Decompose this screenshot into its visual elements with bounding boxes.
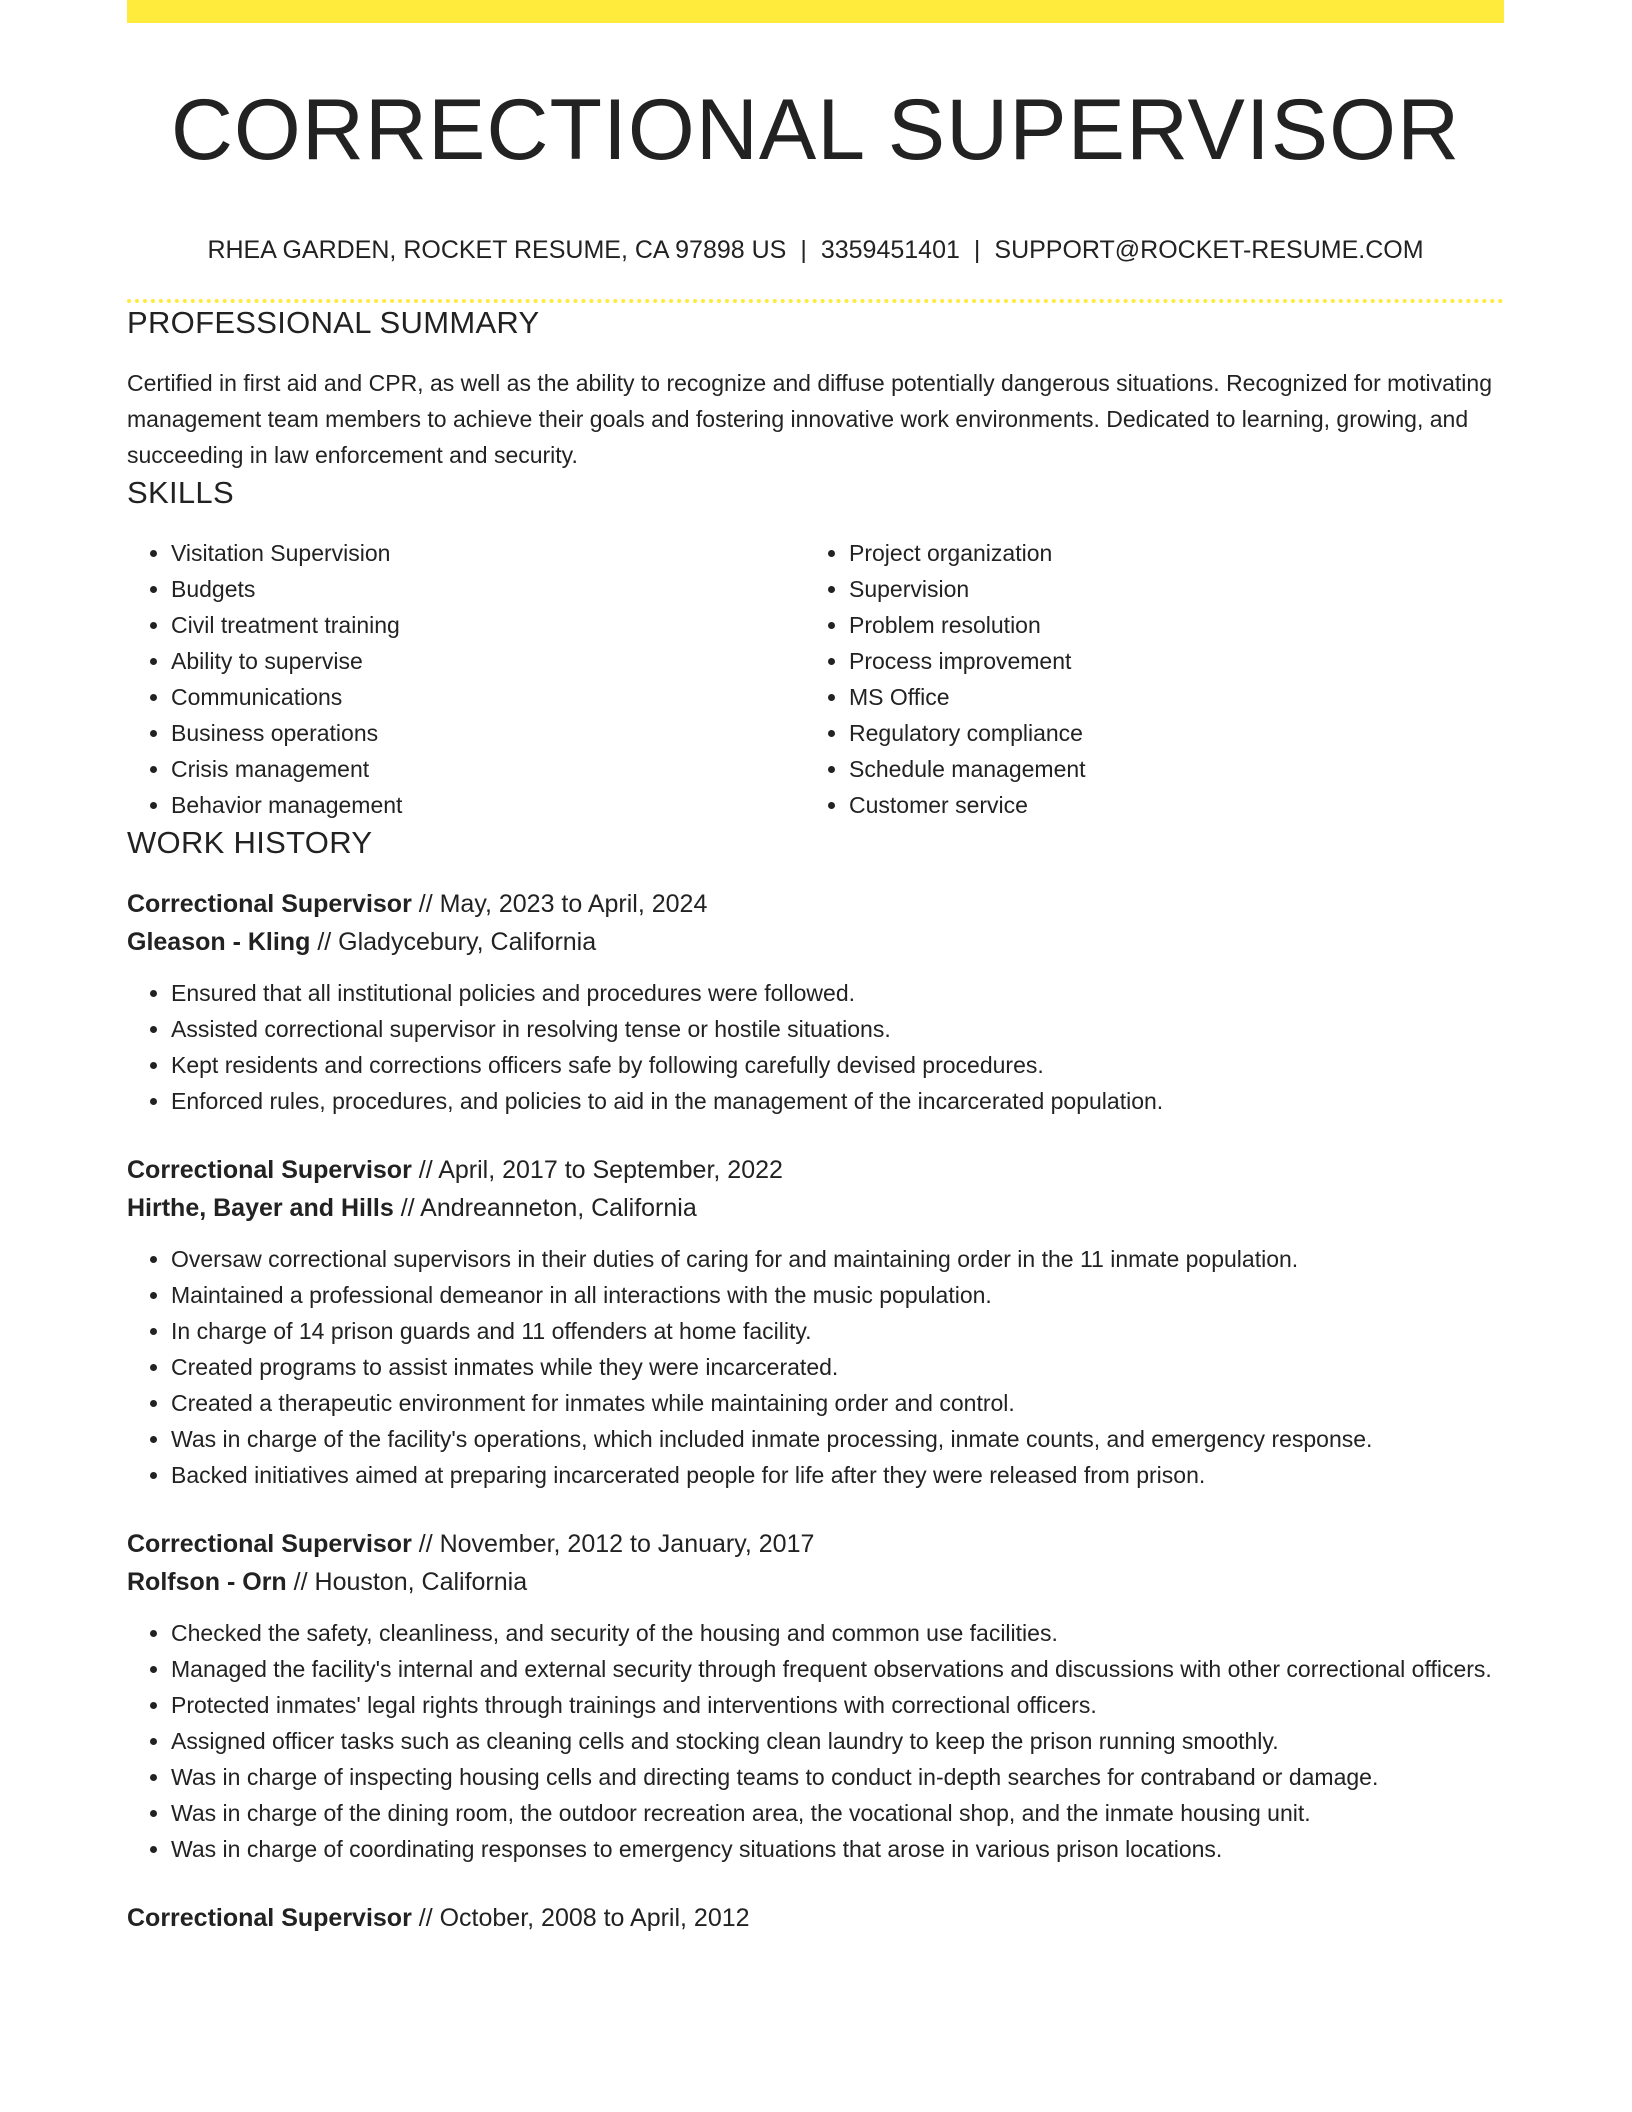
job-bullet: • Maintained a professional demeanor in all interactions with the music population.	[171, 1277, 1504, 1313]
skills-list	[127, 535, 1504, 823]
skill-item: • Project organization	[849, 535, 1483, 571]
job-title: Correctional Supervisor	[127, 1156, 412, 1184]
skill-item: • Customer service	[849, 787, 1483, 823]
job-bullet: • Was in charge of coordinating responses to emergency situations that arose in various prison locations.	[171, 1831, 1504, 1867]
contact-address: RHEA GARDEN, ROCKET RESUME, CA 97898 US	[207, 236, 787, 264]
job-bullet: • Checked the safety, cleanliness, and security of the housing and common use facilities.	[171, 1615, 1504, 1651]
job-bullet: • Was in charge of the facility's operations, which included inmate processing, inmate counts, and emergency response.	[171, 1421, 1504, 1457]
job-company-line	[127, 1563, 1504, 1601]
job-title-line	[127, 885, 1504, 923]
skill-item: • Behavior management	[171, 787, 805, 823]
page-title: CORRECTIONAL SUPERVISOR	[170, 82, 1461, 178]
skill-item: • Schedule management	[849, 751, 1483, 787]
job-bullet: • Enforced rules, procedures, and policies to aid in the management of the incarcerated population.	[171, 1083, 1504, 1119]
contact-separator: |	[800, 236, 807, 264]
skill-item: • Supervision	[849, 571, 1483, 607]
job-entry	[127, 1151, 1504, 1493]
contact-email: SUPPORT@ROCKET-RESUME.COM	[994, 236, 1424, 264]
job-title-line	[127, 1151, 1504, 1189]
skill-item: • Budgets	[171, 571, 805, 607]
skill-item: • Business operations	[171, 715, 805, 751]
work-history-heading: WORK HISTORY	[127, 825, 373, 860]
job-bullet: • Oversaw correctional supervisors in their duties of caring for and maintaining order in the 11 inmate population.	[171, 1241, 1504, 1277]
skill-item: • Civil treatment training	[171, 607, 805, 643]
summary-text: Certified in first aid and CPR, as well as the ability to recognize and diffuse potentially dangerous situations. Recognized for motivating management team members to achieve their goals and fostering innovative work environments. Dedicated to learning, growing, and succeeding in law enforcement and security.	[127, 370, 1492, 468]
job-location: // Andreanneton, California	[400, 1194, 697, 1222]
job-title: Correctional Supervisor	[127, 1904, 412, 1932]
job-company: Rolfson - Orn	[127, 1568, 287, 1596]
job-entry	[127, 1525, 1504, 1867]
job-bullet: • Created a therapeutic environment for inmates while maintaining order and control.	[171, 1385, 1504, 1421]
skills-heading: SKILLS	[127, 475, 234, 510]
job-bullet: • Ensured that all institutional policies and procedures were followed.	[171, 975, 1504, 1011]
skill-item: • Process improvement	[849, 643, 1483, 679]
job-company-line	[127, 923, 1504, 961]
skill-item: • MS Office	[849, 679, 1483, 715]
job-location: // Houston, California	[293, 1568, 528, 1596]
skill-item: • Visitation Supervision	[171, 535, 805, 571]
job-bullets	[127, 1615, 1504, 1867]
job-dates: // April, 2017 to September, 2022	[418, 1156, 783, 1184]
job-location: // Gladycebury, California	[317, 928, 597, 956]
job-dates: // October, 2008 to April, 2012	[418, 1904, 750, 1932]
job-bullet: • Protected inmates' legal rights through trainings and interventions with correctional officers.	[171, 1687, 1504, 1723]
job-bullet: • Kept residents and corrections officers safe by following carefully devised procedures.	[171, 1047, 1504, 1083]
job-company: Hirthe, Bayer and Hills	[127, 1194, 394, 1222]
job-company-line	[127, 1189, 1504, 1227]
job-bullet: • Created programs to assist inmates while they were incarcerated.	[171, 1349, 1504, 1385]
skill-item: • Ability to supervise	[171, 643, 805, 679]
job-company: Gleason - Kling	[127, 928, 311, 956]
job-bullets	[127, 975, 1504, 1119]
contact-line	[127, 234, 1504, 266]
job-dates: // May, 2023 to April, 2024	[418, 890, 708, 918]
job-bullet: • Was in charge of inspecting housing cells and directing teams to conduct in-depth searches for contraband or damage.	[171, 1759, 1504, 1795]
job-bullet: • Backed initiatives aimed at preparing incarcerated people for life after they were released from prison.	[171, 1457, 1504, 1493]
job-title: Correctional Supervisor	[127, 890, 412, 918]
job-bullet: • Assisted correctional supervisor in resolving tense or hostile situations.	[171, 1011, 1504, 1047]
job-title: Correctional Supervisor	[127, 1530, 412, 1558]
skill-item: • Communications	[171, 679, 805, 715]
skill-item: • Regulatory compliance	[849, 715, 1483, 751]
job-entry	[127, 885, 1504, 1119]
resume-content	[127, 0, 1504, 1937]
job-dates: // November, 2012 to January, 2017	[418, 1530, 815, 1558]
job-title-line	[127, 1899, 1504, 1937]
job-title-line	[127, 1525, 1504, 1563]
job-bullet: • Assigned officer tasks such as cleaning cells and stocking clean laundry to keep the prison running smoothly.	[171, 1723, 1504, 1759]
skill-item: • Crisis management	[171, 751, 805, 787]
job-bullet: • In charge of 14 prison guards and 11 offenders at home facility.	[171, 1313, 1504, 1349]
contact-phone: 3359451401	[820, 236, 960, 264]
summary-heading: PROFESSIONAL SUMMARY	[127, 305, 540, 340]
skills-column-right	[805, 535, 1483, 823]
job-bullet: • Was in charge of the dining room, the outdoor recreation area, the vocational shop, and the inmate housing unit.	[171, 1795, 1504, 1831]
skill-item: • Problem resolution	[849, 607, 1483, 643]
skills-column-left	[127, 535, 805, 823]
job-entry	[127, 1899, 1504, 1937]
contact-separator: |	[973, 236, 981, 264]
job-bullets	[127, 1241, 1504, 1493]
job-bullet: • Managed the facility's internal and external security through frequent observations and discussions with other correctional officers.	[171, 1651, 1504, 1687]
